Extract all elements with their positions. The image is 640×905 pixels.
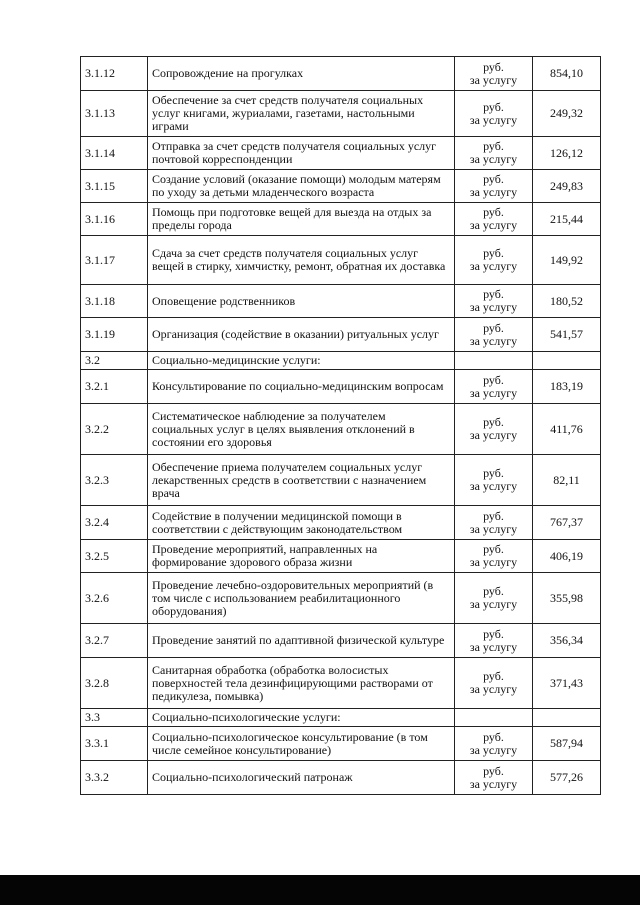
row-service-name: Санитарная обработка (обработка волосистых поверхностей тела дезинфицирующими растворами от педикулеза, помывка) [148,658,455,709]
row-unit [455,573,533,624]
unit-currency: руб. [483,246,504,260]
unit-per-service: за услугу [469,479,518,493]
row-service-name: Систематическое наблюдение за получателем социальных услуг в целях выявления отклонений в состоянии его здоровья [148,404,455,455]
row-price-empty [533,352,601,370]
unit-per-service: за услугу [469,72,518,87]
row-code: 3.1.12 [81,57,148,91]
unit-per-service: за услугу [469,682,518,696]
row-price: 406,19 [533,540,601,573]
row-code: 3.3.1 [81,727,148,761]
row-code: 3.2.6 [81,573,148,624]
unit-per-service: за услугу [469,742,518,757]
unit-currency: руб. [483,205,504,219]
scan-edge-band [0,875,640,905]
unit-currency: руб. [483,139,504,153]
row-service-name: Проведение мероприятий, направленных на формирование здорового образа жизни [148,540,455,573]
row-service-name: Сопровождение на прогулках [148,57,455,91]
section-row [81,709,601,727]
row-unit [455,203,533,236]
unit-per-service: за услугу [469,333,518,348]
row-unit [455,57,533,91]
row-code: 3.2.1 [81,370,148,404]
row-price-empty [533,709,601,727]
unit-currency: руб. [483,287,504,301]
row-unit [455,455,533,506]
unit-currency: руб. [483,669,504,683]
table-row [81,658,601,709]
row-code: 3.1.19 [81,318,148,352]
row-code: 3.2.8 [81,658,148,709]
row-unit [455,370,533,404]
unit-currency: руб. [483,372,504,387]
tariff-table [80,56,601,795]
row-price: 411,76 [533,404,601,455]
row-price: 854,10 [533,57,601,91]
unit-per-service: за услугу [469,112,518,127]
section-code: 3.3 [81,709,148,727]
unit-currency: руб. [483,542,504,556]
row-price: 215,44 [533,203,601,236]
row-price: 587,94 [533,727,601,761]
table-row [81,91,601,137]
table-row [81,370,601,404]
row-code: 3.3.2 [81,761,148,795]
row-service-name: Содействие в получении медицинской помощи в соответствии с действующим законодательством [148,506,455,540]
unit-per-service: за услугу [469,555,518,569]
row-price: 577,26 [533,761,601,795]
table-row [81,727,601,761]
row-service-name: Отправка за счет средств получателя социальных услуг почтовой корреспонденции [148,137,455,170]
tariff-table-body [81,57,601,795]
row-unit-empty [455,709,533,727]
row-service-name: Создание условий (оказание помощи) молодым матерям по уходу за детьми младенческого возраста [148,170,455,203]
unit-currency: руб. [483,172,504,186]
row-unit [455,404,533,455]
row-code: 3.2.4 [81,506,148,540]
table-row [81,404,601,455]
row-unit [455,285,533,318]
row-price: 541,57 [533,318,601,352]
unit-per-service: за услугу [469,776,518,791]
table-row [81,624,601,658]
unit-currency: руб. [483,466,504,480]
row-service-name: Социально-психологическое консультирование (в том числе семейное консультирование) [148,727,455,761]
row-price: 249,32 [533,91,601,137]
unit-currency: руб. [483,584,504,598]
row-unit [455,91,533,137]
row-price: 355,98 [533,573,601,624]
row-price: 356,34 [533,624,601,658]
row-code: 3.1.17 [81,236,148,285]
row-service-name: Консультирование по социально-медицинским вопросам [148,370,455,404]
row-service-name: Обеспечение за счет средств получателя социальных услуг книгами, журиалами, газетами, настольными играми [148,91,455,137]
row-unit [455,761,533,795]
row-unit-empty [455,352,533,370]
table-row [81,170,601,203]
unit-per-service: за услугу [469,521,518,536]
row-price: 180,52 [533,285,601,318]
row-unit [455,318,533,352]
unit-currency: руб. [483,729,504,744]
row-code: 3.2.7 [81,624,148,658]
table-row [81,236,601,285]
table-row [81,318,601,352]
row-price: 82,11 [533,455,601,506]
unit-per-service: за услугу [469,597,518,611]
unit-per-service: за услугу [469,259,518,273]
row-unit [455,540,533,573]
row-unit [455,170,533,203]
table-row [81,573,601,624]
unit-per-service: за услугу [469,385,518,400]
row-unit [455,236,533,285]
row-code: 3.2.5 [81,540,148,573]
row-unit [455,506,533,540]
row-code: 3.1.14 [81,137,148,170]
unit-currency: руб. [483,415,504,429]
row-unit [455,624,533,658]
unit-per-service: за услугу [469,185,518,199]
unit-per-service: за услугу [469,300,518,314]
row-unit [455,658,533,709]
unit-currency: руб. [483,508,504,523]
row-price: 183,19 [533,370,601,404]
row-service-name: Оповещение родственников [148,285,455,318]
table-row [81,506,601,540]
row-code: 3.2.2 [81,404,148,455]
table-row [81,57,601,91]
row-service-name: Организация (содействие в оказании) ритуальных услуг [148,318,455,352]
table-row [81,540,601,573]
row-service-name: Обеспечение приема получателем социальных услуг лекарственных средств в соответствии с назначением врача [148,455,455,506]
row-service-name: Проведение лечебно-оздоровительных мероприятий (в том числе с использованием реабилитационного оборудования) [148,573,455,624]
row-price: 249,83 [533,170,601,203]
table-row [81,285,601,318]
row-code: 3.1.15 [81,170,148,203]
unit-per-service: за услугу [469,152,518,166]
section-title: Социально-психологические услуги: [148,709,455,727]
row-service-name: Проведение занятий по адаптивной физической культуре [148,624,455,658]
row-unit [455,727,533,761]
unit-currency: руб. [483,59,504,74]
unit-currency: руб. [483,763,504,778]
row-code: 3.1.18 [81,285,148,318]
row-unit [455,137,533,170]
unit-per-service: за услугу [469,218,518,232]
section-title: Социально-медицинские услуги: [148,352,455,370]
row-service-name: Сдача за счет средств получателя социальных услуг вещей в стирку, химчистку, ремонт, обратная их доставка [148,236,455,285]
row-price: 371,43 [533,658,601,709]
table-row [81,137,601,170]
unit-per-service: за услугу [469,428,518,442]
section-row [81,352,601,370]
row-service-name: Помощь при подготовке вещей для выезда на отдых за пределы города [148,203,455,236]
section-code: 3.2 [81,352,148,370]
row-price: 767,37 [533,506,601,540]
unit-currency: руб. [483,320,504,335]
row-code: 3.2.3 [81,455,148,506]
table-row [81,203,601,236]
row-price: 126,12 [533,137,601,170]
table-row [81,761,601,795]
row-code: 3.1.16 [81,203,148,236]
row-price: 149,92 [533,236,601,285]
unit-per-service: за услугу [469,639,518,654]
table-row [81,455,601,506]
row-code: 3.1.13 [81,91,148,137]
unit-currency: руб. [483,626,504,641]
unit-currency: руб. [483,99,504,114]
row-service-name: Социально-психологический патронаж [148,761,455,795]
